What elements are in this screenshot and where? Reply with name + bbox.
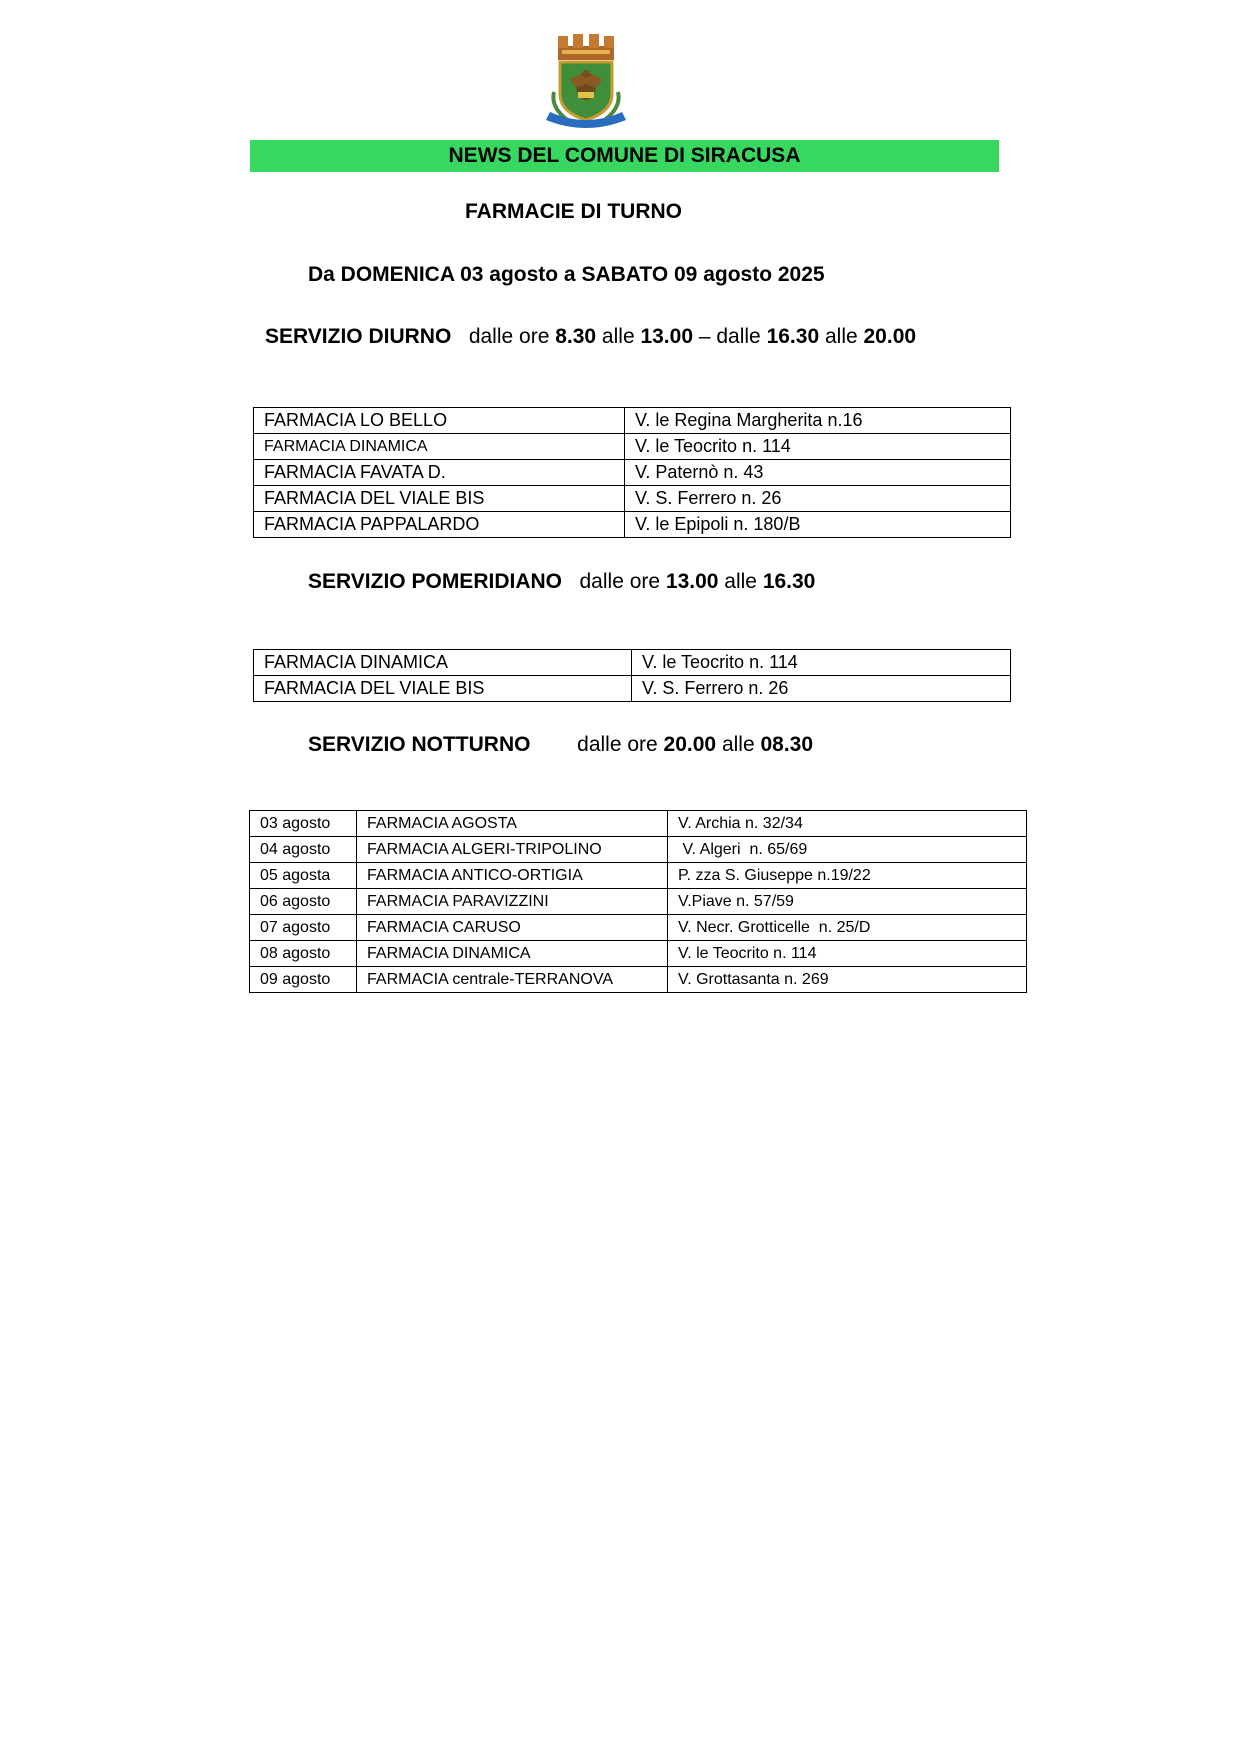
pharmacy-address: V. Paternò n. 43 [625, 460, 1011, 486]
pharmacy-name: FARMACIA CARUSO [357, 915, 668, 941]
table-row [250, 967, 1027, 993]
table-row [250, 863, 1027, 889]
pharmacy-address: V. Necr. Grotticelle n. 25/D [668, 915, 1027, 941]
table-row [254, 486, 1011, 512]
table-row [254, 408, 1011, 434]
diurno-hour-3: 16.30 [766, 325, 820, 348]
pharmacy-name: FARMACIA DEL VIALE BIS [254, 486, 625, 512]
pomeridiano-heading [308, 570, 815, 594]
pomeridiano-table [253, 649, 1011, 702]
pharmacy-address: V. Grottasanta n. 269 [668, 967, 1027, 993]
table-row [250, 915, 1027, 941]
pharmacy-name: FARMACIA DINAMICA [254, 434, 625, 460]
table-row [254, 650, 1011, 676]
night-date: 08 agosto [250, 941, 357, 967]
diurno-time-text-3: – dalle [693, 325, 767, 348]
pharmacy-name: FARMACIA FAVATA D. [254, 460, 625, 486]
night-date: 03 agosto [250, 811, 357, 837]
table-row [250, 811, 1027, 837]
diurno-time-text-4: alle [819, 325, 864, 348]
pharmacy-address: V. le Epipoli n. 180/B [625, 512, 1011, 538]
notturno-label: SERVIZIO NOTTURNO [308, 733, 531, 756]
pomeridiano-hour-2: 16.30 [762, 570, 816, 593]
pomeridiano-time-text-2: alle [718, 570, 763, 593]
pharmacy-name: FARMACIA AGOSTA [357, 811, 668, 837]
pharmacy-name: FARMACIA PAPPALARDO [254, 512, 625, 538]
pharmacy-name: FARMACIA PARAVIZZINI [357, 889, 668, 915]
notturno-hour-2: 08.30 [760, 733, 814, 756]
pharmacy-address: V. le Teocrito n. 114 [625, 434, 1011, 460]
pharmacy-address: V. Algeri n. 65/69 [668, 837, 1027, 863]
table-row [254, 460, 1011, 486]
pharmacy-name: FARMACIA centrale-TERRANOVA [357, 967, 668, 993]
pharmacy-name: FARMACIA DINAMICA [254, 650, 632, 676]
pharmacy-name: FARMACIA DEL VIALE BIS [254, 676, 632, 702]
pharmacy-name: FARMACIA DINAMICA [357, 941, 668, 967]
notturno-table [249, 810, 1027, 993]
notturno-time-text-1: dalle ore [577, 733, 664, 756]
table-row [250, 837, 1027, 863]
table-row [254, 676, 1011, 702]
night-date: 05 agosta [250, 863, 357, 889]
notturno-heading [308, 733, 813, 757]
pharmacy-name: FARMACIA LO BELLO [254, 408, 625, 434]
diurno-hour-2: 13.00 [640, 325, 694, 348]
diurno-time-text-1: dalle ore [468, 325, 556, 348]
news-banner: NEWS DEL COMUNE DI SIRACUSA [250, 140, 999, 172]
notturno-hour-1: 20.00 [663, 733, 717, 756]
table-row [254, 434, 1011, 460]
table-row [254, 512, 1011, 538]
pharmacy-address: V. le Teocrito n. 114 [632, 650, 1011, 676]
night-date: 04 agosto [250, 837, 357, 863]
night-date: 09 agosto [250, 967, 357, 993]
pharmacy-address: P. zza S. Giuseppe n.19/22 [668, 863, 1027, 889]
pharmacy-name: FARMACIA ALGERI-TRIPOLINO [357, 837, 668, 863]
pharmacy-address: V. S. Ferrero n. 26 [625, 486, 1011, 512]
pharmacy-address: V. le Teocrito n. 114 [668, 941, 1027, 967]
city-crest-logo [540, 32, 632, 128]
pomeridiano-time-text-1: dalle ore [579, 570, 666, 593]
diurno-hour-4: 20.00 [863, 325, 917, 348]
pharmacy-address: V. le Regina Margherita n.16 [625, 408, 1011, 434]
diurno-label: SERVIZIO DIURNO [265, 325, 452, 348]
night-date: 06 agosto [250, 889, 357, 915]
pharmacy-name: FARMACIA ANTICO-ORTIGIA [357, 863, 668, 889]
diurno-heading [265, 325, 916, 349]
period-heading: Da DOMENICA 03 agosto a SABATO 09 agosto 2025 [308, 263, 825, 286]
pomeridiano-label: SERVIZIO POMERIDIANO [308, 570, 562, 593]
document-title: FARMACIE DI TURNO [465, 200, 682, 223]
table-row [250, 889, 1027, 915]
pharmacy-address: V. S. Ferrero n. 26 [632, 676, 1011, 702]
notturno-time-text-2: alle [716, 733, 761, 756]
table-row [250, 941, 1027, 967]
diurno-time-text-2: alle [596, 325, 641, 348]
night-date: 07 agosto [250, 915, 357, 941]
pharmacy-address: V. Archia n. 32/34 [668, 811, 1027, 837]
diurno-hour-1: 8.30 [555, 325, 597, 348]
diurno-table [253, 407, 1011, 538]
pharmacy-address: V.Piave n. 57/59 [668, 889, 1027, 915]
pomeridiano-hour-1: 13.00 [665, 570, 719, 593]
